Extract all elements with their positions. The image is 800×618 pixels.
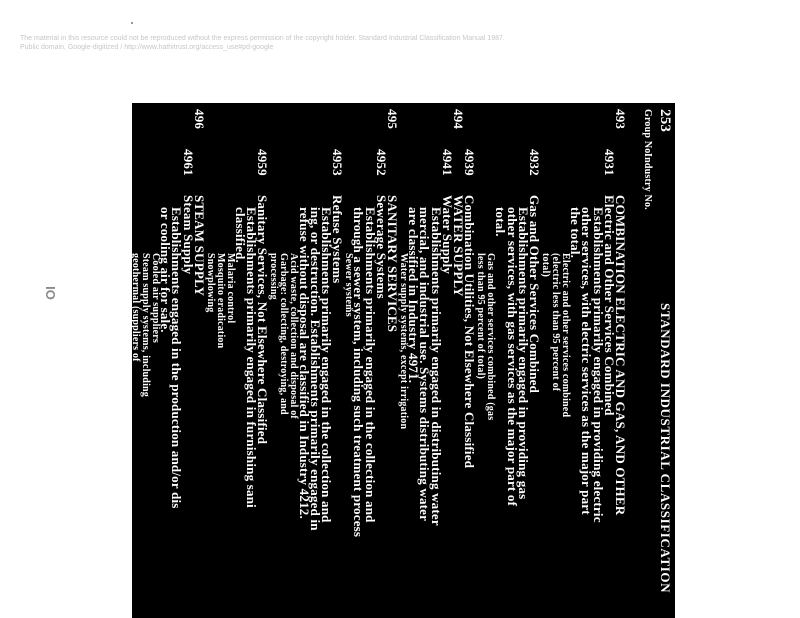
- index-entry: (electric less than 95 percent of: [550, 253, 561, 392]
- listing-text: other services, with gas services as the major part of: [504, 207, 520, 507]
- listing-text: Water Supply: [439, 195, 455, 275]
- index-entry: processing: [268, 253, 280, 300]
- group-number: 496: [191, 109, 207, 130]
- listing-text: COMBINATION ELECTRIC AND GAS, AND OTHER: [613, 195, 628, 516]
- index-entry: less than 95 percent of total): [475, 253, 487, 380]
- index-entry: Gas and other services combined (gas: [485, 253, 497, 421]
- listing-text: Establishments primarily engaged in the collection and: [319, 207, 334, 523]
- industry-number: 4953: [330, 149, 346, 176]
- listing-text: total.: [493, 207, 509, 237]
- listing-text: or cooling air for sale.: [158, 207, 174, 333]
- listing-text: Steam Supply: [180, 195, 196, 275]
- scan-speck: [131, 22, 133, 24]
- page-number: 253: [657, 109, 673, 133]
- index-entry: Garbage: collecting, destroying, and: [278, 253, 290, 415]
- index-entry: Sewer systems: [343, 253, 355, 317]
- index-entry: Steam supply systems, including: [140, 253, 151, 398]
- margin-mark: [43, 286, 57, 314]
- industry-number: 4939: [462, 149, 478, 176]
- scan-header: [20, 34, 720, 52]
- column-head-industry: Industry No.: [642, 153, 653, 210]
- listing-text: Establishments primarily engaged in furnishing sani: [244, 207, 260, 508]
- listing-text: Establishments engaged in the production and/or dis: [169, 207, 185, 509]
- index-entry: Electric and other services combined: [560, 253, 571, 418]
- listing-text: refuse without disposal are classified in Industry 4212.: [296, 207, 312, 519]
- listing-text: mercial, and industrial use. Systems distributing water: [417, 207, 433, 522]
- listing-text: Refuse Systems: [330, 195, 346, 284]
- index-entry: Malaria control: [224, 253, 236, 324]
- listing-text: Gas and Other Services Combined: [527, 195, 542, 394]
- index-entry: Snowplowing: [204, 253, 216, 313]
- running-title: STANDARD INDUSTRIAL CLASSIFICATION: [658, 303, 673, 594]
- index-entry: geothermal (suppliers of: [130, 253, 141, 362]
- listing-text: Sanitary Services, Not Elsewhere Classified: [255, 195, 271, 445]
- header-line-1: The material in this resource could not be reproduced without the express permission of the copyright holder. Standard Industrial Classification Manual 1987.: [20, 35, 505, 42]
- scanned-page: [120, 103, 675, 618]
- listing-text: the total.: [568, 207, 584, 259]
- group-number: 493: [613, 109, 628, 130]
- industry-number: 4931: [601, 149, 617, 176]
- index-entry: heat): [120, 253, 131, 276]
- industry-number: 4959: [255, 149, 271, 176]
- industry-number: 4952: [373, 149, 389, 176]
- index-entry: Mosquito eradication: [214, 253, 226, 349]
- group-number: 494: [451, 109, 466, 130]
- industry-number: 4961: [180, 149, 196, 176]
- group-number: 495: [385, 109, 400, 130]
- listing-text: Combination Utilities, Not Elsewhere Classified: [462, 195, 478, 469]
- listing-text: are classified in Industry 4971.: [406, 207, 422, 384]
- listing-text: other services, with electric services as the major part: [579, 207, 595, 515]
- listing-text: Establishments primarily engaged in providing gas: [515, 207, 531, 500]
- listing-text: through a sewer system, including such treatment process: [351, 207, 367, 538]
- column-head-group: Group No.: [642, 109, 653, 157]
- margin-mark-text: IO: [43, 286, 58, 300]
- industry-number: 4932: [527, 149, 542, 176]
- listing-text: ing, or destruction. Establishments primarily engaged in: [307, 207, 323, 531]
- listing-text: Establishments primarily engaged in providing electric: [590, 207, 606, 523]
- index-entry: Cooled air suppliers: [150, 253, 161, 343]
- listing-text: SANITARY SERVICES: [385, 195, 400, 333]
- listing-text: classified.: [233, 207, 248, 264]
- listing-text: WATER SUPPLY: [451, 195, 466, 297]
- listing-text: Establishments primarily engaged in distributing water: [428, 207, 444, 526]
- index-entry: Acid waste, collection and disposal of: [288, 253, 300, 419]
- index-entry: total): [540, 253, 551, 277]
- rotated-page-content: [120, 103, 675, 618]
- header-line-2: Public domain, Google-digitized / http://www.hathitrust.org/access_use#pd-google: [20, 44, 274, 51]
- index-entry: Water supply systems, except irrigation: [398, 253, 409, 430]
- industry-number: 4941: [439, 149, 455, 176]
- listing-text: STEAM SUPPLY: [191, 195, 207, 297]
- listing-text: Electric and Other Services Combined: [601, 195, 617, 416]
- listing-text: Establishments primarily engaged in the collection and: [362, 207, 378, 523]
- listing-text: Sewerage Systems: [373, 195, 389, 299]
